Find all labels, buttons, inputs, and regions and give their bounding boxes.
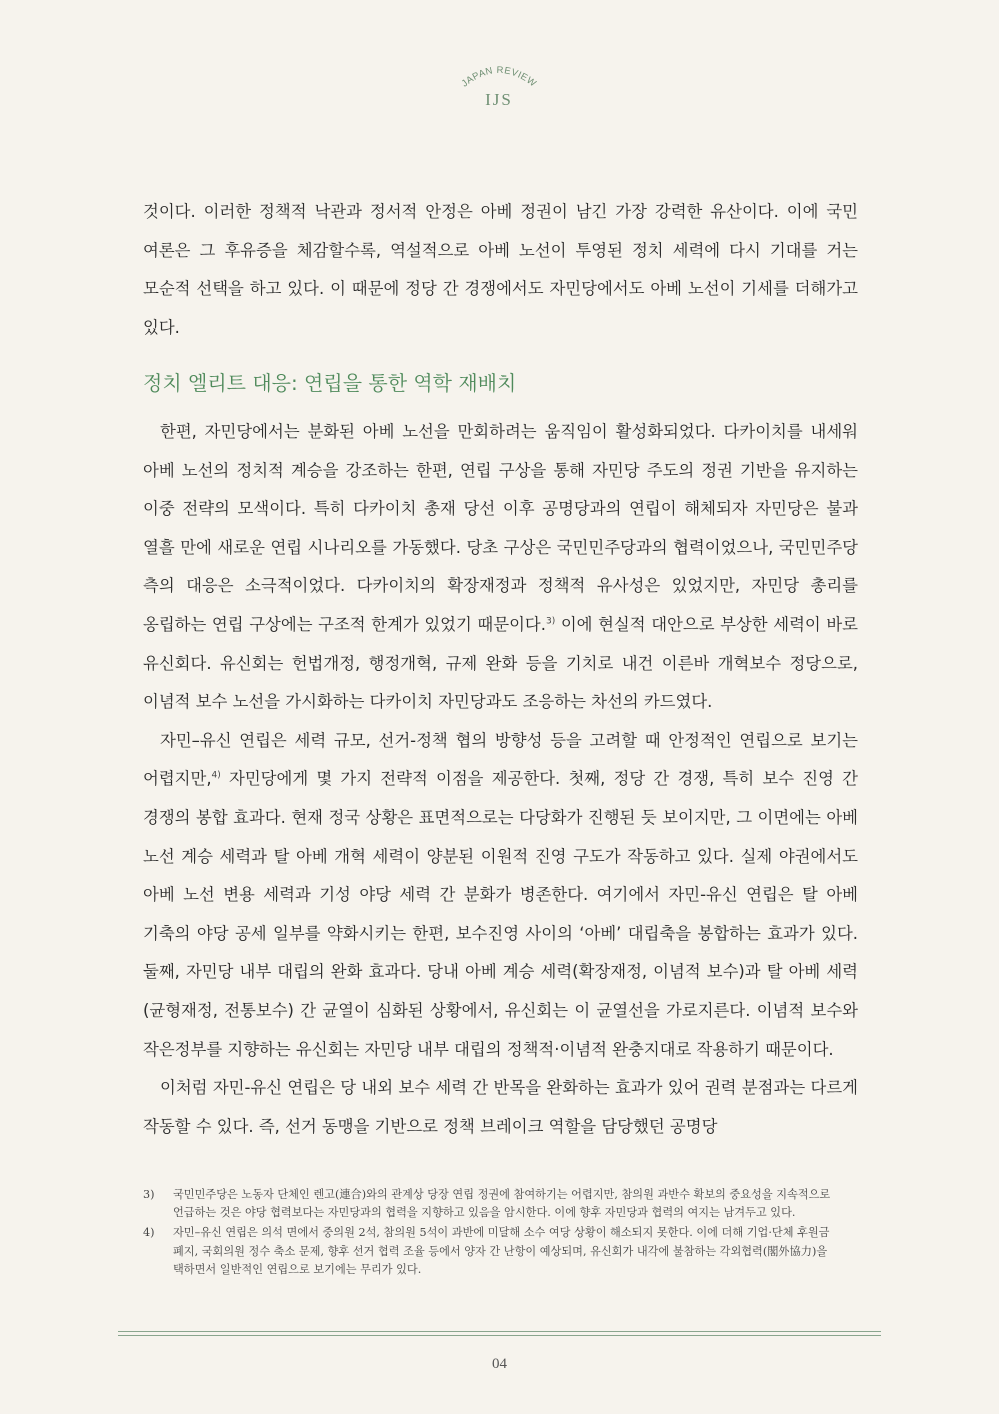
intro-paragraph-block [143,193,858,347]
svg-text:JAPAN REVIEW [460,65,539,90]
footnote-ref-4[interactable]: 4) [211,770,221,781]
journal-name: JAPAN REVIEW [459,64,539,90]
footer-divider-top [118,1331,881,1332]
footnote-4 [143,1224,858,1279]
journal-abbreviation: IJS [485,90,513,109]
footnotes [143,1186,858,1281]
page-number: 04 [492,1356,507,1372]
section-heading: 정치 엘리트 대응: 연립을 통한 역학 재배치 [143,371,517,395]
footnote-text: 자민–유신 연립은 의석 면에서 중의원 2석, 참의원 5석이 과반에 미달해 소수 여당 상황이 해소되지 못한다. 이에 더해 기업·단체 후원금 폐지, 국회의원 정수 축소 문제, 향후 선거 협력 조율 등에서 양자 간 난항이 예상되며, 유신회가 내각에 불참하는 각외협력(閣外協力)을 택하면서 일반적인 연립으로 보기에는 무리가 있다. [173,1226,830,1276]
footer-divider-bottom [118,1335,881,1336]
body-paragraph-2 [143,722,858,1069]
body-paragraph-1 [143,413,858,722]
section-body [143,413,858,1146]
footnote-number: 4) [143,1226,155,1240]
footnote-ref-3[interactable]: 3) [545,616,556,627]
journal-logo [449,52,549,122]
paragraph-1-text-a: 한편, 자민당에서는 분화된 아베 노선을 만회하려는 움직임이 활성화되었다. 다카이치를 내세워 아베 노선의 정치적 계승을 강조하는 한편, 연립 구상을 통해 자민당 주도의 정권 기반을 유지하는 이중 전략의 모색이다. 특히 다카이치 총재 당선 이후 공명당과의 연립이 해체되자 자민당은 불과 열흘 만에 새로운 연립 시나리오를 가동했다. 당초 구상은 국민민주당과의 협력이었으나, 국민민주당 측의 대응은 소극적이었다. 다카이치의 확장재정과 정책적 유사성은 있었지만, 자민당 총리를 옹립하는 연립 구상에는 구조적 한계가 있었기 때문이다. [143,422,858,634]
journal-arc-title [449,52,549,92]
paragraph-1-text-b: 이에 현실적 대안으로 부상한 세력이 바로 유신회다. 유신회는 헌법개정, 행정개혁, 규제 완화 등을 기치로 내건 이른바 개혁보수 정당으로, 이념적 보수 노선을 가시화하는 다카이치 자민당과도 조응하는 차선의 카드였다. [143,614,858,712]
paragraph-2-text-a: 자민–유신 연립은 세력 규모, 선거-정책 협의 방향성 등을 고려할 때 안정적인 연립으로 보기는 어렵지만, [143,730,858,789]
body-paragraph-3: 이처럼 자민-유신 연립은 당 내외 보수 세력 간 반목을 완화하는 효과가 있어 권력 분점과는 다르게 작동할 수 있다. 즉, 선거 동맹을 기반으로 정책 브레이크 역할을 담당했던 공명당 [143,1078,858,1136]
intro-paragraph: 것이다. 이러한 정책적 낙관과 정서적 안정은 아베 정권이 남긴 가장 강력한 유산이다. 이에 국민 여론은 그 후유증을 체감할수록, 역설적으로 아베 노선이 투영된 정치 세력에 다시 기대를 거는 모순적 선택을 하고 있다. 이 때문에 정당 간 경쟁에서도 자민당에서도 아베 노선이 기세를 더해가고 있다. [143,202,858,337]
footnote-text: 국민민주당은 노동자 단체인 렌고(連合)와의 관계상 당장 연립 정권에 참여하기는 어렵지만, 참의원 과반수 확보의 중요성을 지속적으로 언급하는 것은 야당 협력보다는 자민당과의 협력을 지향하고 있음을 암시한다. 이에 향후 자민당과 협력의 여지는 남겨두고 있다. [173,1188,831,1220]
footnote-3 [143,1186,858,1222]
paragraph-2-text-b: 자민당에게 몇 가지 전략적 이점을 제공한다. 첫째, 정당 간 경쟁, 특히 보수 진영 간 경쟁의 봉합 효과다. 현재 정국 상황은 표면적으로는 다당화가 진행된 듯 보이지만, 그 이면에는 아베 노선 계승 세력과 탈 아베 개혁 세력이 양분된 이원적 진영 구도가 작동하고 있다. 실제 야권에서도 아베 노선 변용 세력과 기성 야당 세력 간 분화가 병존한다. 여기에서 자민-유신 연립은 탈 아베 기축의 야당 공세 일부를 약화시키는 한편, 보수진영 사이의 ‘아베’ 대립축을 봉합하는 효과가 있다. 둘째, 자민당 내부 대립의 완화 효과다. 당내 아베 계승 세력(확장재정, 이념적 보수)과 탈 아베 세력(균형재정, 전통보수) 간 균열이 심화된 상황에서, 유신회는 이 균열선을 가로지른다. 이념적 보수와 작은정부를 지향하는 유신회는 자민당 내부 대립의 정책적·이념적 완충지대로 작용하기 때문이다. [143,769,858,1059]
footnote-number: 3) [143,1188,155,1201]
